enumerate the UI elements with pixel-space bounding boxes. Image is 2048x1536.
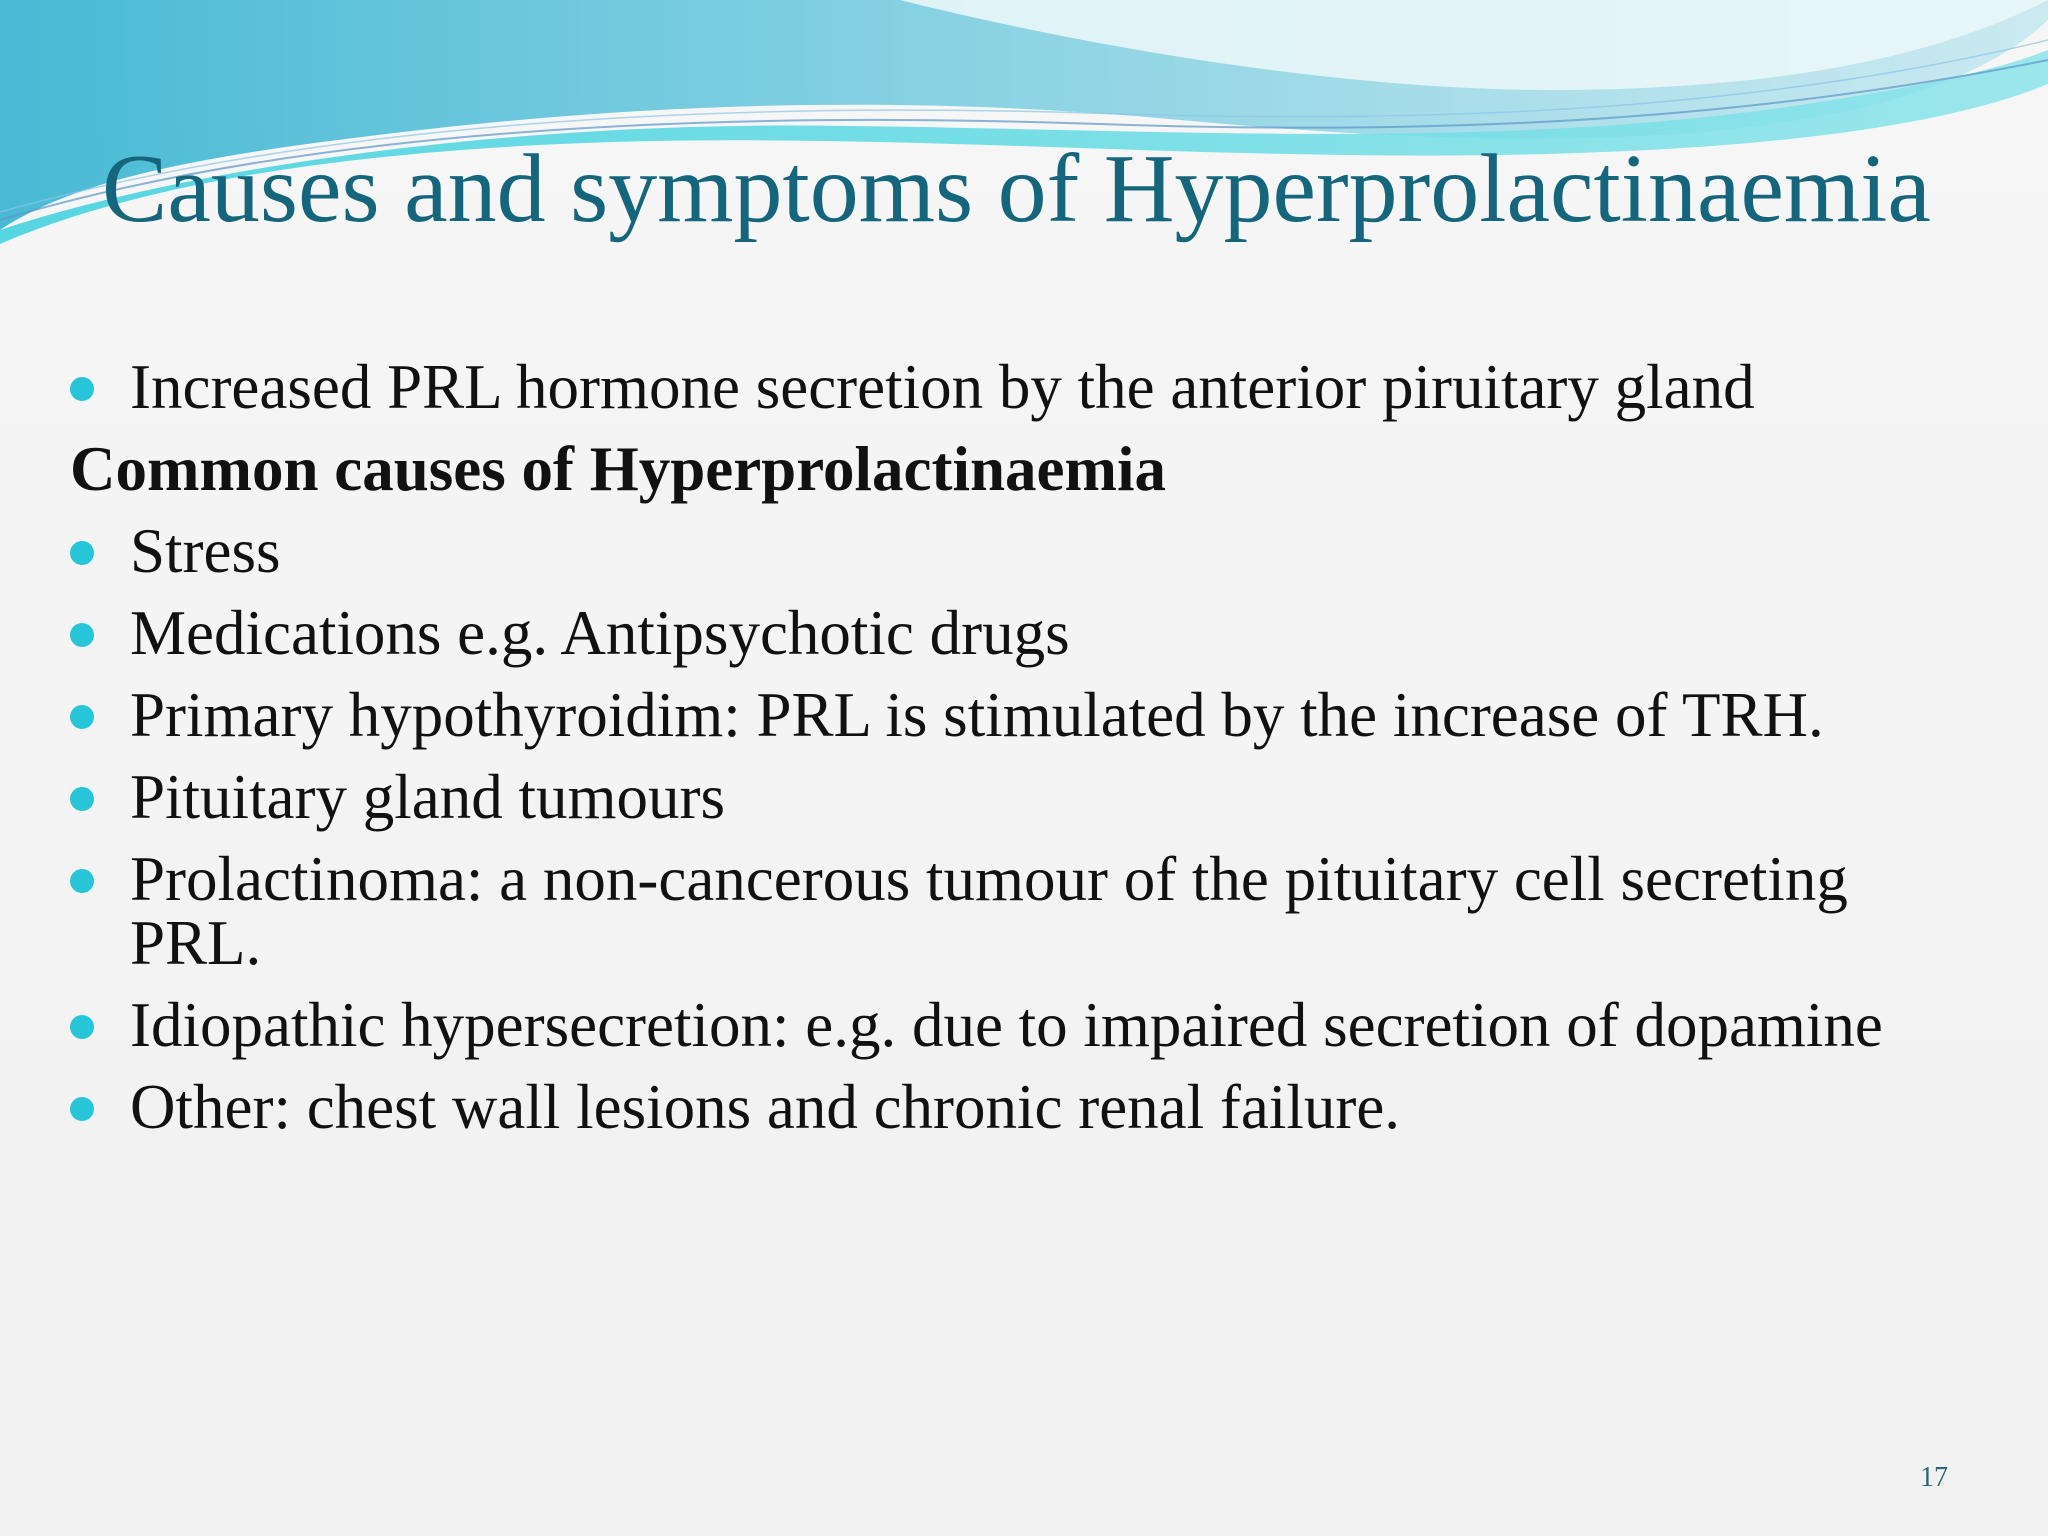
- bullet-text: Medications e.g. Antipsychotic drugs: [130, 598, 1070, 668]
- bullet-icon: [70, 1015, 94, 1039]
- page-number: 17: [1920, 1462, 1948, 1493]
- bullet-item-cause: [70, 680, 1970, 750]
- bullet-icon: [70, 541, 94, 565]
- bullet-item-cause: [70, 1072, 1970, 1142]
- bullet-icon: [70, 705, 94, 729]
- bullet-icon: [70, 869, 94, 893]
- bullet-text: Pituitary gland tumours: [130, 762, 725, 832]
- slide-content: [70, 352, 1970, 1157]
- bullet-icon: [70, 1097, 94, 1121]
- bullet-item-intro: [70, 352, 1970, 422]
- bullet-item-cause: [70, 844, 1970, 978]
- bullet-item-cause: [70, 990, 1970, 1060]
- bullet-text: Primary hypothyroidim: PRL is stimulated by the increase of TRH.: [130, 680, 1824, 750]
- bullet-item-cause: [70, 762, 1970, 832]
- slide-title: Causes and symptoms of Hyperprolactinaemia: [102, 135, 1931, 243]
- bullet-text: Stress: [130, 516, 281, 586]
- bullet-text: Increased PRL hormone secretion by the anterior piruitary gland: [130, 352, 1755, 422]
- bullet-icon: [70, 623, 94, 647]
- bullet-item-cause: [70, 598, 1970, 668]
- bullet-text: Prolactinoma: a non-cancerous tumour of the pituitary cell secreting PRL.: [130, 844, 1848, 978]
- bullet-text: Other: chest wall lesions and chronic renal failure.: [130, 1072, 1401, 1142]
- section-heading: Common causes of Hyperprolactinaemia: [70, 434, 1166, 504]
- bullet-icon: [70, 787, 94, 811]
- bullet-item-cause: [70, 516, 1970, 586]
- bullet-icon: [70, 377, 94, 401]
- bullet-text: Idiopathic hypersecretion: e.g. due to impaired secretion of dopamine: [130, 990, 1883, 1060]
